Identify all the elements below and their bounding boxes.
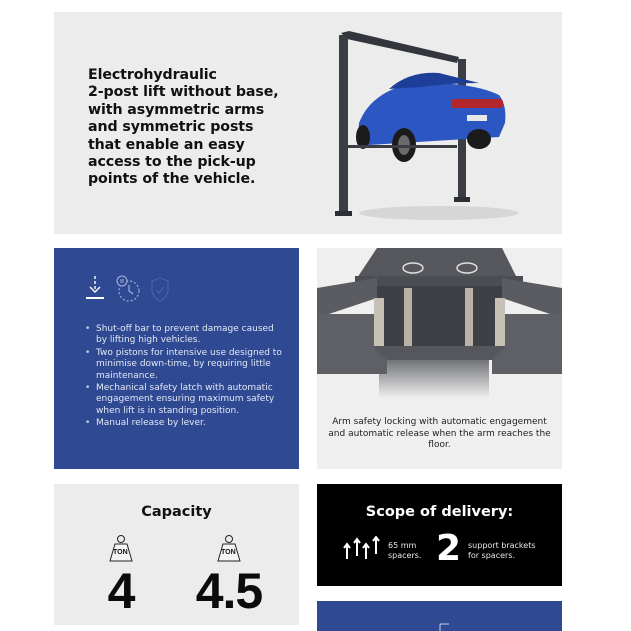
capacity-card (54, 484, 299, 625)
brackets-label: support brackets for spacers. (468, 541, 536, 560)
hero-card (54, 12, 562, 234)
arm-locking-image (317, 248, 562, 408)
brackets-count: 2 (436, 528, 462, 569)
hero-title-line: access to the pick-up (88, 154, 256, 171)
spacers-arrows-icon (343, 536, 381, 560)
ton-weight-icon: TON (106, 534, 136, 564)
scope-of-delivery-card (317, 484, 562, 586)
capacity-value: 4 (107, 563, 135, 619)
hero-title-line: with asymmetric arms (88, 101, 265, 118)
arm-locking-caption: Arm safety locking with automatic engagement and automatic release when the arm reaches the floor. (328, 417, 551, 451)
hero-title (88, 67, 328, 189)
capacity-value: 4.5 (195, 563, 263, 619)
capacity-item (184, 534, 274, 619)
partial-icon (439, 623, 451, 631)
spacers-label: 65 mm spacers. (388, 541, 422, 560)
hero-title-line: that enable an easy (88, 136, 245, 153)
features-card (54, 248, 299, 469)
features-list (84, 324, 284, 431)
feature-item: • Shut-off bar to prevent damage caused by lifting high vehicles. (84, 324, 284, 347)
lift-with-car-image (329, 27, 539, 227)
feature-item: • Two pistons for intensive use designed to minimise down-time, by requiring little maintenance. (84, 348, 284, 382)
arm-locking-card (317, 248, 562, 469)
clock-pause-icon (114, 274, 142, 304)
next-feature-card (317, 601, 562, 631)
ton-weight-icon: TON (214, 534, 244, 564)
hero-title-line: 2-post lift without base, (88, 84, 279, 101)
capacity-item (100, 534, 142, 619)
delivery-heading: Scope of delivery: (365, 504, 514, 520)
hero-title-line: Electrohydraulic (88, 67, 217, 83)
feature-item: • Mechanical safety latch with automatic engagement ensuring maximum safety when lift is in standing position. (84, 383, 284, 417)
feature-item: • Manual release by lever. (84, 418, 284, 429)
hero-title-line: and symmetric posts (88, 119, 254, 136)
feature-icons (82, 274, 172, 304)
hero-title-line: points of the vehicle. (88, 171, 256, 188)
capacity-heading: Capacity (141, 504, 212, 520)
arrow-down-bar-icon (82, 274, 108, 304)
shield-check-icon (148, 274, 172, 304)
